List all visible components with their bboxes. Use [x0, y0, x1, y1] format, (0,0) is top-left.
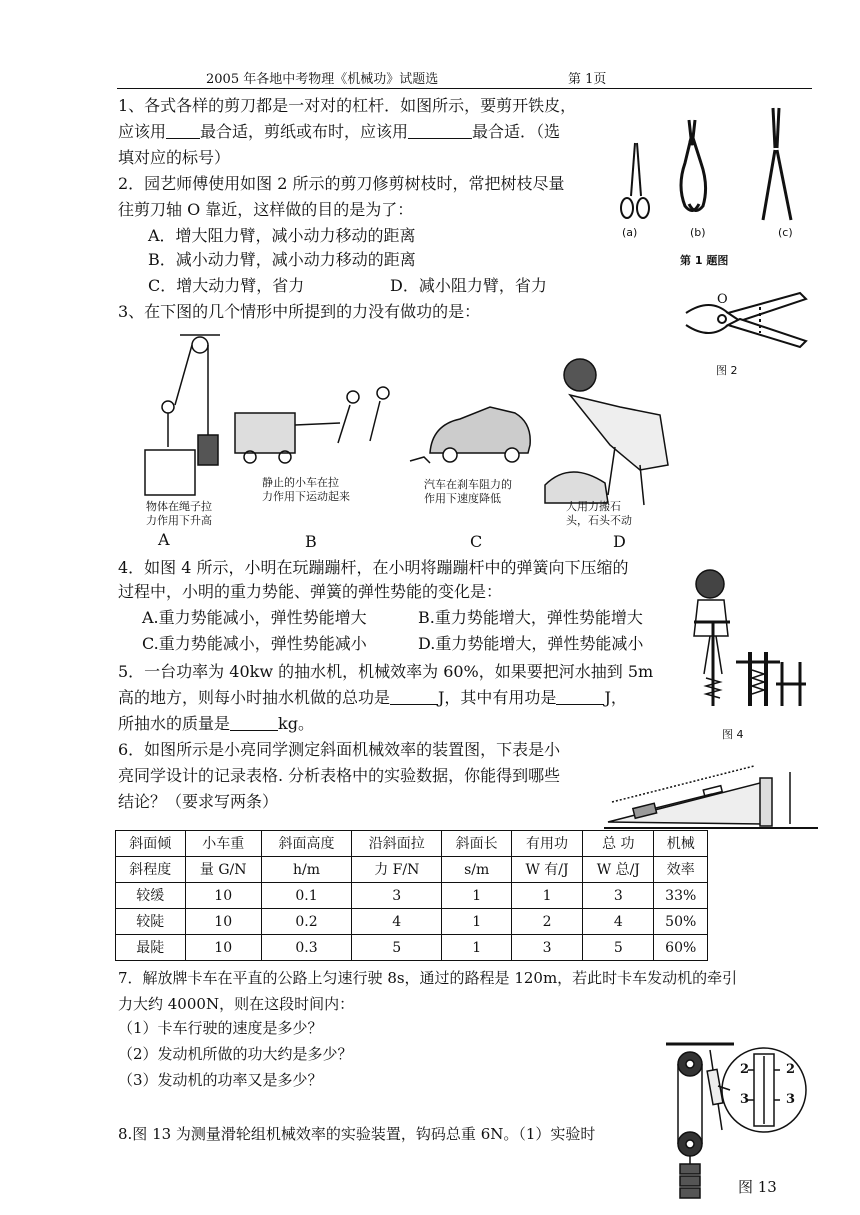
- table-cell: 10: [185, 883, 261, 909]
- cart-pull-icon: [235, 387, 389, 463]
- q5-blank-mass[interactable]: [230, 715, 278, 731]
- incline-figure: [604, 762, 818, 834]
- table-header-cell: W 总/J: [583, 857, 654, 883]
- table-header-cell: 效率: [654, 857, 708, 883]
- push-stone-icon: [545, 359, 668, 505]
- q3-caption-c: 汽车在刹车阻力的 作用下速度降低: [424, 478, 512, 505]
- table-header-cell: 总 功: [583, 831, 654, 857]
- table-cell: 10: [185, 935, 261, 961]
- table-cell: 最陡: [116, 935, 186, 961]
- q6-line1: 6．如图所示是小亮同学测定斜面机械效率的装置图，下表是小: [118, 740, 561, 759]
- q5-line1: 5．一台功率为 40kw 的抽水机，机械效率为 60%，如果要把河水抽到 5m: [118, 662, 654, 681]
- table-cell: 1: [511, 883, 582, 909]
- q3-option-a[interactable]: A: [158, 530, 170, 549]
- scale-label-2-left: 2: [740, 1062, 750, 1077]
- q2-option-d[interactable]: D．减小阻力臂，省力: [390, 276, 547, 295]
- table-cell: 1: [442, 909, 512, 935]
- q2-option-a[interactable]: A．增大阻力臂，减小动力移动的距离: [148, 226, 416, 245]
- scale-label-3-right: 3: [786, 1092, 796, 1107]
- q5-line2: 高的地方，则每小时抽水机做的总功是 J，其中有用功是 J，: [118, 688, 627, 707]
- q4-option-d[interactable]: D.重力势能增大，弹性势能减小: [418, 634, 644, 653]
- q8-line1: 8.图 13 为测量滑轮组机械效率的实验装置，钩码总重 6N。（1）实验时: [118, 1125, 596, 1143]
- q6-line3: 结论？（要求写两条）: [118, 792, 279, 811]
- pogo-kid-icon: [694, 570, 730, 706]
- scissors-c-icon: [763, 108, 791, 220]
- table-header-cell: s/m: [442, 857, 512, 883]
- q3-option-b[interactable]: B: [305, 532, 317, 551]
- q2-option-c[interactable]: C．增大动力臂，省力: [148, 276, 305, 295]
- fig2-o-label: O: [717, 292, 728, 307]
- table-cell: 0.2: [261, 909, 351, 935]
- q4-option-c[interactable]: C.重力势能减小，弹性势能减小: [142, 634, 367, 653]
- pruning-shears-icon: [686, 293, 806, 347]
- table-header-cell: 力 F/N: [352, 857, 442, 883]
- q7-sub1: （1）卡车行驶的速度是多少？: [118, 1019, 323, 1037]
- q5-blank-useful-work[interactable]: [556, 689, 604, 705]
- table-header-cell: 有用功: [511, 831, 582, 857]
- header-page: 第 1页: [568, 72, 607, 87]
- q3-line1: 3、在下图的几个情形中所提到的力没有做功的是：: [118, 302, 481, 321]
- table-header-cell: 机械: [654, 831, 708, 857]
- q4-option-b[interactable]: B.重力势能增大，弹性势能增大: [418, 608, 643, 627]
- q7-line2: 力大约 4000N，则在这段时间内：: [118, 995, 355, 1013]
- table-cell: 1: [442, 935, 512, 961]
- q3-caption-a: 物体在绳子拉 力作用下升高: [146, 500, 212, 527]
- table-cell: 0.1: [261, 883, 351, 909]
- q5-blank-total-work[interactable]: [390, 689, 438, 705]
- table-cell: 3: [583, 883, 654, 909]
- spring-scale-zoom-icon: [718, 1048, 806, 1132]
- table-header-cell: 斜面长: [442, 831, 512, 857]
- q7-line1: 7．解放牌卡车在平直的公路上匀速行驶 8s，通过的路程是 120m，若此时卡车发动机的牵引: [118, 969, 738, 987]
- table-cell: 3: [511, 935, 582, 961]
- fig1-label-c: (c): [778, 226, 793, 239]
- table-cell: 较陡: [116, 909, 186, 935]
- table-header-row-2: [116, 857, 708, 883]
- q2-option-b[interactable]: B．减小动力臂，减小动力移动的距离: [148, 250, 416, 269]
- q5-line3: 所抽水的质量是 kg。: [118, 714, 314, 733]
- table-cell: 33%: [654, 883, 708, 909]
- q4-line2: 过程中，小明的重力势能、弹簧的弹性势能的变化是：: [118, 582, 503, 601]
- fig4-caption: 图 4: [722, 728, 744, 741]
- table-cell: 60%: [654, 935, 708, 961]
- fig13-caption: 图 13: [738, 1178, 777, 1196]
- table-row: [116, 909, 708, 935]
- q2-line1: 2．园艺师傅使用如图 2 所示的剪刀修剪树枝时，常把树枝尽量: [118, 174, 565, 193]
- q1-blank-1[interactable]: [166, 123, 200, 139]
- pogo-spring-diagram-icon: [736, 652, 806, 706]
- table-cell: 4: [352, 909, 442, 935]
- q4-option-a[interactable]: A.重力势能减小，弹性势能增大: [142, 608, 367, 627]
- table-header-cell: 斜面高度: [261, 831, 351, 857]
- scissors-figure: [615, 108, 815, 238]
- table-cell: 1: [442, 883, 512, 909]
- header-title: 2005 年各地中考物理《机械功》试题选: [206, 72, 439, 87]
- q4-line1: 4．如图 4 所示，小明在玩蹦蹦杆，在小明将蹦蹦杆中的弹簧向下压缩的: [118, 558, 629, 577]
- header-rule: [117, 88, 812, 89]
- table-header-cell: 沿斜面拉: [352, 831, 442, 857]
- fig1-label-b: (b): [690, 226, 706, 239]
- fig2-caption: 图 2: [716, 364, 738, 377]
- scale-label-3-left: 3: [740, 1092, 750, 1107]
- table-header-row-1: [116, 831, 708, 857]
- fig1-label-a: (a): [622, 226, 638, 239]
- q2-line2: 往剪刀轴 O 靠近，这样做的目的是为了：: [118, 200, 414, 219]
- q1-line2: 应该用 最合适，剪纸或布时，应该用 最合适．（选: [118, 122, 561, 141]
- scissors-a-icon: [621, 143, 649, 218]
- q1-blank-2[interactable]: [408, 123, 472, 139]
- table-row: [116, 883, 708, 909]
- table-cell: 2: [511, 909, 582, 935]
- pulley-system-icon: [666, 1044, 734, 1198]
- q6-line2: 亮同学设计的记录表格. 分析表格中的实验数据，你能得到哪些: [118, 766, 561, 785]
- table-header-cell: 斜面倾: [116, 831, 186, 857]
- table-header-cell: 量 G/N: [185, 857, 261, 883]
- q3-caption-b: 静止的小车在拉 力作用下运动起来: [262, 476, 350, 503]
- car-braking-icon: [410, 407, 530, 463]
- table-cell: 50%: [654, 909, 708, 935]
- table-row: [116, 935, 708, 961]
- q3-option-c[interactable]: C: [470, 532, 483, 551]
- table-header-cell: W 有/J: [511, 857, 582, 883]
- scissors-b-icon: [681, 120, 706, 211]
- table-cell: 4: [583, 909, 654, 935]
- q7-sub3: （3）发动机的功率又是多少？: [118, 1071, 323, 1089]
- table-cell: 10: [185, 909, 261, 935]
- table-cell: 5: [352, 935, 442, 961]
- incline-plane-icon: [604, 766, 818, 828]
- q1-line1: 1、各式各样的剪刀都是一对对的杠杆．如图所示，要剪开铁皮，: [118, 96, 577, 115]
- incline-data-table: [115, 830, 708, 961]
- table-cell: 较缓: [116, 883, 186, 909]
- table-cell: 0.3: [261, 935, 351, 961]
- table-header-cell: 斜程度: [116, 857, 186, 883]
- q7-sub2: （2）发动机所做的功大约是多少？: [118, 1045, 353, 1063]
- q3-option-d[interactable]: D: [613, 532, 626, 551]
- fig1-caption: 第 1 题图: [680, 254, 729, 267]
- q1-line3: 填对应的标号）: [118, 148, 231, 167]
- pogo-stick-figure: [670, 566, 820, 726]
- table-cell: 3: [352, 883, 442, 909]
- table-header-cell: 小车重: [185, 831, 261, 857]
- pulley-lift-icon: [145, 335, 220, 495]
- scale-label-2-right: 2: [786, 1062, 796, 1077]
- table-header-cell: h/m: [261, 857, 351, 883]
- q3-caption-d: 人用力搬石 头，石头不动: [566, 500, 632, 527]
- table-cell: 5: [583, 935, 654, 961]
